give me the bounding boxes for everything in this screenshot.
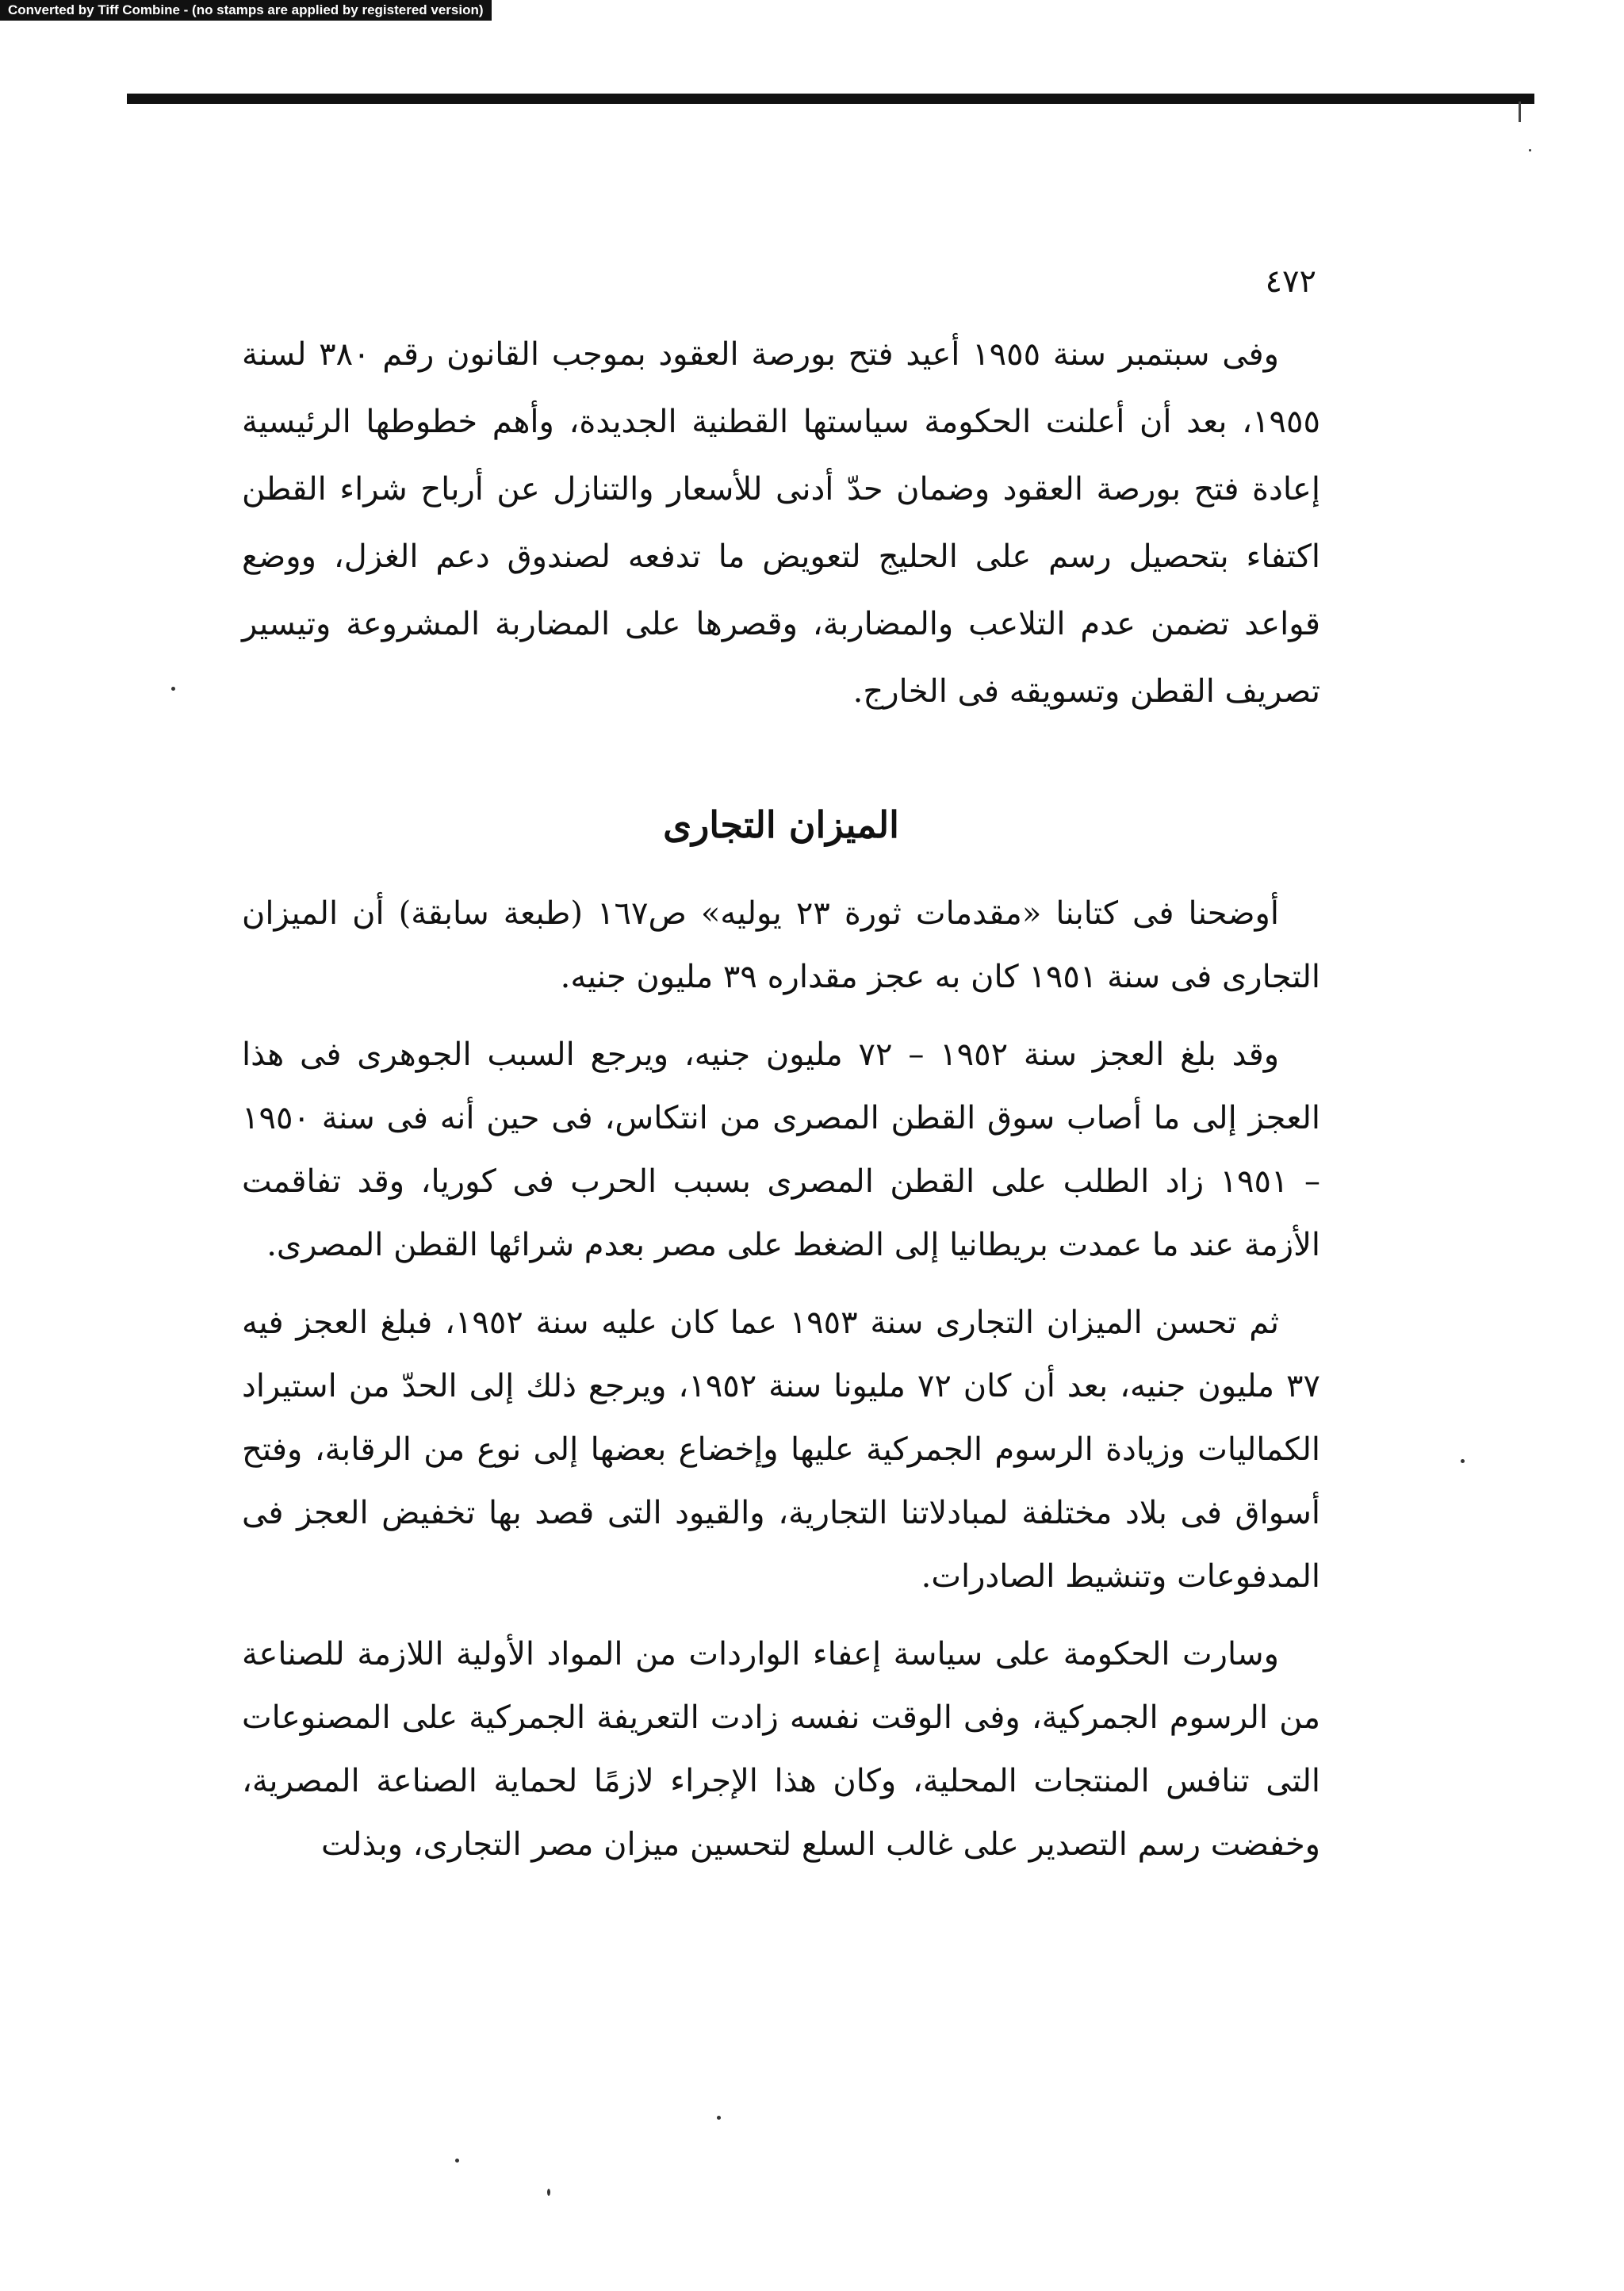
converter-stamp: Converted by Tiff Combine - (no stamps are applied by registered version) [0, 0, 492, 21]
scan-speck [717, 2116, 721, 2120]
section-trade-balance [242, 793, 1320, 1876]
scan-speck [1529, 149, 1531, 151]
header-rule [127, 94, 1534, 104]
rule-tick-mark [1519, 102, 1521, 122]
scan-speck [547, 2189, 550, 2196]
section-heading: الميزان التجارى [663, 803, 899, 846]
scan-speck [455, 2159, 459, 2163]
scan-speck [171, 687, 175, 691]
paragraph: أوضحنا فى كتابنا «مقدمات ثورة ٢٣ يوليه» ص١٦٧ (طبعة سابقة) أن الميزان التجارى فى سنة ١٩٥١ كان به عجز مقداره ٣٩ مليون جنيه. [242, 895, 1320, 995]
paragraph-cotton-exchange: وفى سبتمبر سنة ١٩٥٥ أعيد فتح بورصة العقود بموجب القانون رقم ٣٨٠ لسنة ١٩٥٥، بعد أن أعلنت الحكومة سياستها القطنية الجديدة، وأهم خطوطها الرئيسية إعادة فتح بورصة العقود وضمان حدّ أدنى للأسعار والتنازل عن أرباح شراء القطن اكتفاء بتحصيل رسم على الحليج لتعويض ما تدفعه لصندوق دعم الغزل، ووضع قواعد تضمن عدم التلاعب والمضاربة، وقصرها على المضاربة المشروعة وتيسير تصريف القطن وتسويقه فى الخارج. [242, 336, 1320, 710]
paragraph: وقد بلغ العجز سنة ١٩٥٢ – ٧٢ مليون جنيه، ويرجع السبب الجوهرى فى هذا العجز إلى ما أصاب سوق القطن المصرى من انتكاس، فى حين أنه فى سنة ١٩٥٠ – ١٩٥١ زاد الطلب على القطن المصرى بسبب الحرب فى كوريا، وقد تفاقمت الأزمة عند ما عمدت بريطانيا إلى الضغط على مصر بعدم شرائها القطن المصرى. [242, 1036, 1321, 1263]
paragraph: ثم تحسن الميزان التجارى سنة ١٩٥٣ عما كان عليه سنة ١٩٥٢، فبلغ العجز فيه ٣٧ مليون جنيه، بعد أن كان ٧٢ مليونا سنة ١٩٥٢، ويرجع ذلك إلى الحدّ من استيراد الكماليات وزيادة الرسوم الجمركية عليها وإخضاع بعضها إلى نوع من الرقابة، وفتح أسواق فى بلاد مختلفة لمبادلاتنا التجارية، والقيود التى قصد بها تخفيض العجز فى المدفوعات وتنشيط الصادرات. [242, 1304, 1321, 1595]
scan-speck [1461, 1459, 1465, 1463]
text-block-top [242, 321, 1320, 726]
paragraph: وسارت الحكومة على سياسة إعفاء الواردات من المواد الأولية اللازمة للصناعة من الرسوم الجمركية، وفى الوقت نفسه زادت التعريفة الجمركية على المصنوعات التى تنافس المنتجات المحلية، وكان هذا الإجراء لازمًا لحماية الصناعة المصرية، وخفضت رسم التصدير على غالب السلع لتحسين ميزان مصر التجارى، وبذلت [242, 1636, 1320, 1863]
page-number: ٤٧٢ [1265, 263, 1316, 300]
